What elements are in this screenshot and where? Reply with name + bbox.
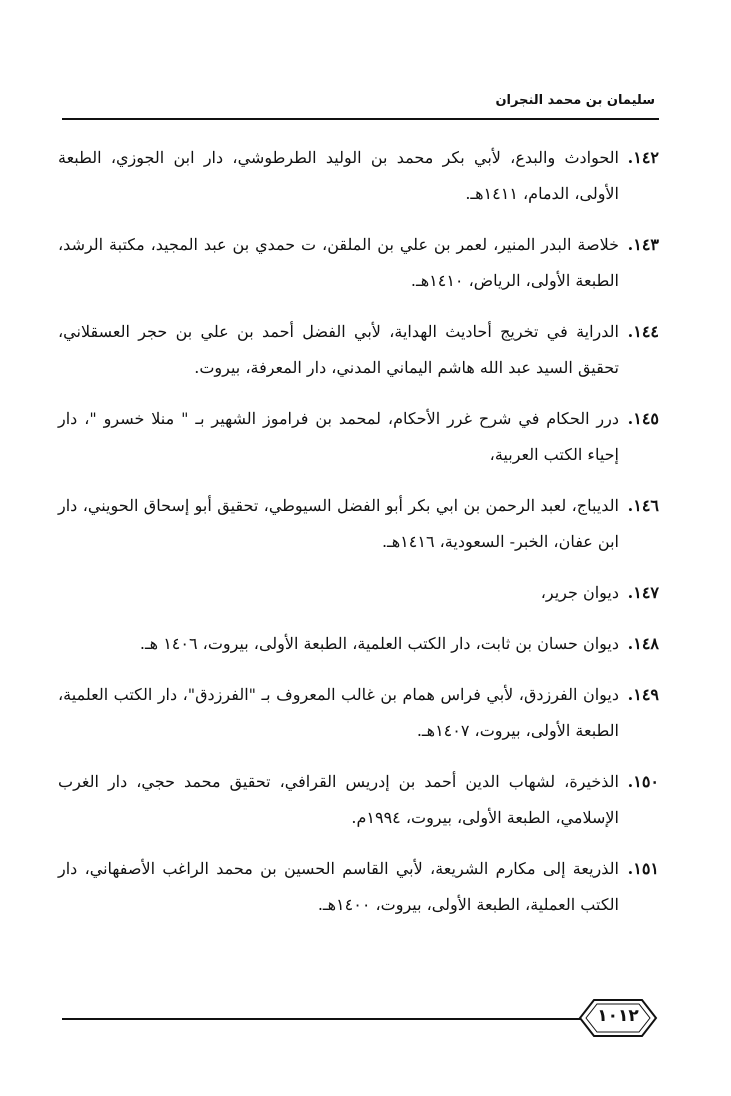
entry-text: ديوان الفرزدق، لأبي فراس همام بن غالب المعروف بـ "الفرزدق"، دار الكتب العلمية، الطبعة الأولى، بيروت، ١٤٠٧هـ. (58, 685, 619, 740)
entry-number: ١٤٧. (627, 583, 659, 602)
bibliography-entry (58, 314, 659, 386)
bibliography-entry (58, 764, 659, 836)
entry-number: ١٤٦. (627, 496, 659, 515)
entry-text: الذريعة إلى مكارم الشريعة، لأبي القاسم الحسين بن محمد الراغب الأصفهاني، دار الكتب العملية، الطبعة الأولى، بيروت، ١٤٠٠هـ. (58, 859, 619, 914)
entry-number: ١٤٤. (627, 322, 659, 341)
bibliography-entry (58, 401, 659, 473)
footer-rule (62, 1018, 582, 1020)
bibliography-list (58, 140, 659, 938)
entry-text: ديوان جرير، (540, 583, 619, 602)
entry-number: ١٤٣. (627, 235, 659, 254)
entry-number: ١٤٨. (627, 634, 659, 653)
entry-text: درر الحكام في شرح غرر الأحكام، لمحمد بن فراموز الشهير بـ " منلا خسرو "، دار إحياء الكتب العربية، (58, 409, 619, 464)
entry-number: ١٤٢. (627, 148, 659, 167)
bibliography-entry (58, 575, 659, 611)
entry-number: ١٤٥. (627, 409, 659, 428)
page-number-badge (578, 994, 658, 1042)
entry-text: خلاصة البدر المنير، لعمر بن علي بن الملقن، ت حمدي بن عبد المجيد، مكتبة الرشد، الطبعة الأولى، الرياض، ١٤١٠هـ. (58, 235, 619, 290)
entry-text: الذخيرة، لشهاب الدين أحمد بن إدريس القرافي، تحقيق محمد حجي، دار الغرب الإسلامي، الطبعة الأولى، بيروت، ١٩٩٤م. (58, 772, 619, 827)
bibliography-entry (58, 851, 659, 923)
entry-text: الحوادث والبدع، لأبي بكر محمد بن الوليد الطرطوشي، دار ابن الجوزي، الطبعة الأولى، الدمام، ١٤١١هـ. (58, 148, 620, 203)
bibliography-entry (58, 227, 659, 299)
entry-text: الدراية في تخريج أحاديث الهداية، لأبي الفضل أحمد بن علي بن حجر العسقلاني، تحقيق السيد عبد الله هاشم اليماني المدني، دار المعرفة، بيروت. (58, 322, 619, 377)
bibliography-entry (58, 677, 659, 749)
bibliography-entry (58, 140, 659, 212)
entry-number: ١٤٩. (627, 685, 659, 704)
bibliography-entry (58, 626, 659, 662)
entry-number: ١٥١. (627, 859, 659, 878)
bibliography-entry (58, 488, 659, 560)
entry-text: ديوان حسان بن ثابت، دار الكتب العلمية، الطبعة الأولى، بيروت، ١٤٠٦ هـ. (139, 634, 619, 653)
entry-text: الديباج، لعبد الرحمن بن ابي بكر أبو الفضل السيوطي، تحقيق أبو إسحاق الحويني، دار ابن عفان، الخبر- السعودية، ١٤١٦هـ. (58, 496, 619, 551)
running-header-author: سليمان بن محمد النجران (495, 93, 655, 108)
header-rule (62, 118, 659, 120)
entry-number: ١٥٠. (627, 772, 659, 791)
page-number: ١٠١٢ (597, 1006, 639, 1026)
